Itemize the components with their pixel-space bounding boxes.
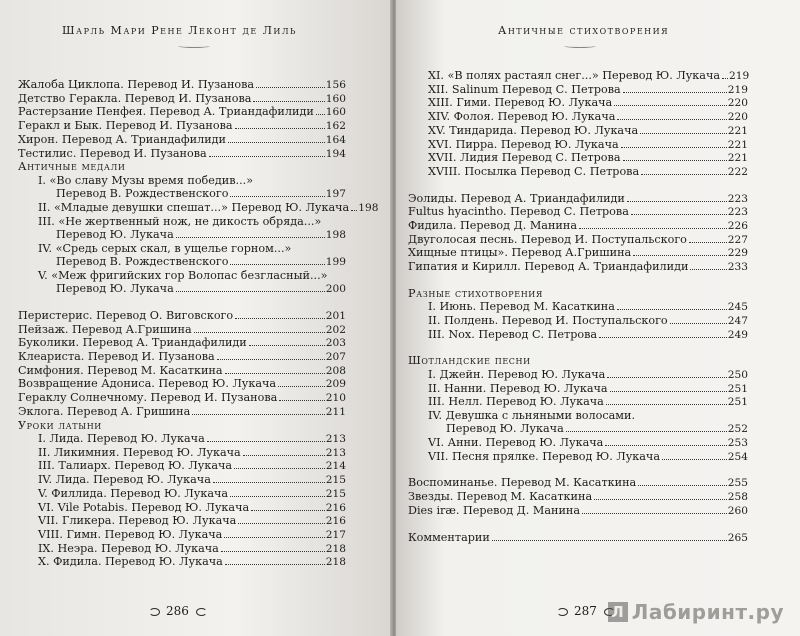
dot-leader	[617, 119, 726, 120]
toc-entry-title: Геракл и Бык. Перевод И. Пузанова	[18, 119, 233, 133]
toc-entry-title: Гипатия и Кирилл. Перевод А. Триандафилиди	[408, 260, 689, 274]
toc-entry	[408, 328, 748, 342]
toc-entry-title: XVIII. Посылка Перевод С. Петрова	[428, 164, 640, 178]
toc-entry-title: Воспоминанье. Перевод М. Касаткина	[408, 476, 637, 490]
section-gap	[408, 179, 748, 192]
toc-page-number: 220	[727, 111, 748, 124]
toc-entry-title: III. Талиарх. Перевод Ю. Лукача	[38, 459, 233, 473]
dot-leader	[234, 468, 325, 469]
dot-leader	[224, 537, 324, 538]
dot-leader	[249, 345, 325, 346]
dot-leader	[351, 210, 357, 211]
toc-page-number: 249	[727, 328, 748, 341]
toc-entry-title: XV. Тиндарида. Перевод Ю. Лукача	[428, 123, 639, 137]
toc-entry	[18, 350, 346, 364]
dot-leader	[566, 431, 727, 432]
toc-entry-title: I. Джейн. Перевод Ю. Лукача	[428, 367, 606, 381]
dot-leader	[599, 337, 727, 338]
toc-entry-title: Перевод В. Рождественского	[56, 255, 229, 269]
dot-leader	[621, 147, 727, 148]
toc-page-number: 245	[727, 301, 748, 314]
toc-entry-title: Перевод Ю. Лукача	[446, 422, 564, 436]
toc-entry	[18, 432, 346, 446]
toc-entry-title: Комментарии	[408, 530, 490, 544]
dot-leader	[492, 540, 727, 541]
toc-page-number: 218	[325, 542, 346, 555]
toc-entry	[18, 215, 346, 228]
watermark-text: Лабиринт.ру	[631, 600, 784, 624]
dot-leader	[582, 513, 727, 514]
dot-leader	[722, 78, 728, 79]
toc-page-number: 211	[325, 405, 346, 418]
toc-entry	[18, 119, 346, 133]
toc-entry	[408, 314, 748, 328]
toc-entry	[408, 151, 748, 165]
toc-entry	[18, 364, 346, 378]
toc-entry	[18, 269, 346, 282]
dot-leader	[251, 510, 325, 511]
toc-entry	[18, 147, 346, 161]
toc-entry-title: Возвращение Адониса. Перевод Ю. Лукача	[18, 377, 277, 391]
toc-entry	[408, 382, 748, 396]
toc-entry	[18, 459, 346, 473]
toc-page-number: 194	[325, 147, 346, 160]
toc-entry-title: V. «Меж фригийских гор Волопас безгласный...»	[38, 268, 328, 282]
toc-page-number: 213	[325, 432, 346, 445]
dot-leader	[689, 242, 727, 243]
toc-entry-title: I. Лида. Перевод Ю. Лукача	[38, 431, 205, 445]
dot-leader	[662, 459, 727, 460]
toc-entry	[408, 490, 748, 504]
section-gap	[408, 341, 748, 354]
toc-page-number: 254	[727, 450, 748, 463]
toc-entry-title: IX. Неэра. Перевод Ю. Лукача	[38, 541, 219, 555]
toc-entry	[408, 504, 748, 518]
toc-entry	[18, 514, 346, 528]
toc-page-number: 210	[325, 392, 346, 405]
toc-entry-title: Уроки латыни	[18, 418, 102, 432]
toc-entry-title: IV. Лида. Перевод Ю. Лукача	[38, 473, 211, 487]
toc-entry-title: VII. Песня прялке. Перевод Ю. Лукача	[428, 449, 660, 463]
dot-leader	[623, 160, 727, 161]
toc-entry-title: III. Nox. Перевод С. Петрова	[428, 327, 598, 341]
toc-entry-title: II. «Младые девушки спешат...» Перевод Ю. Лукача	[38, 200, 350, 214]
toc-page-number: 250	[727, 368, 748, 381]
dot-leader	[633, 255, 727, 256]
dot-leader	[640, 133, 727, 134]
toc-page-number: 258	[727, 491, 748, 504]
toc-page-number: 255	[727, 477, 748, 490]
toc-entry-title: Перевод Ю. Лукача	[56, 227, 174, 241]
toc-page-number: 160	[325, 92, 346, 105]
left-fleuron-icon	[148, 607, 160, 615]
toc-entry-title: Буколики. Перевод А. Триандафилиди	[18, 336, 247, 350]
toc-entry-title: Эолиды. Перевод А. Триандафилиди	[408, 191, 625, 205]
toc-entry	[408, 436, 748, 450]
toc-entry	[18, 282, 346, 296]
toc-page-number: 217	[325, 528, 346, 541]
toc-entry	[408, 124, 748, 138]
toc-entry	[408, 395, 748, 409]
toc-entry	[408, 233, 748, 247]
dot-leader	[209, 156, 325, 157]
toc-entry	[408, 83, 748, 97]
toc-entry-title: Разные стихотворения	[408, 286, 543, 300]
toc-entry-title: I. Июнь. Перевод М. Касаткина	[428, 300, 615, 314]
toc-page-number: 197	[325, 188, 346, 201]
toc-page-number: 221	[727, 138, 748, 151]
toc-entry-title: Клеариста. Перевод И. Пузанова	[18, 350, 215, 364]
toc-entry	[18, 391, 346, 405]
dot-leader	[690, 269, 726, 270]
watermark	[608, 600, 784, 624]
toc-section-heading	[408, 287, 748, 300]
toc-page-number: 251	[727, 382, 748, 395]
toc-page-number: 252	[727, 423, 748, 436]
toc-entry	[18, 473, 346, 487]
toc-entry-title: VIII. Гимн. Перевод Ю. Лукача	[38, 527, 223, 541]
toc-entry-title: Хирон. Перевод А. Триандафилиди	[18, 132, 226, 146]
left-page-number: 286	[166, 604, 189, 618]
toc-entry-title: Фидила. Перевод Д. Манина	[408, 219, 577, 233]
toc-entry	[18, 377, 346, 391]
left-page	[0, 0, 392, 636]
toc-page-number: 160	[325, 106, 346, 119]
dot-leader	[192, 414, 324, 415]
toc-entry-title: VI. Vile Potabis. Перевод Ю. Лукача	[38, 500, 250, 514]
toc-entry-title: XIV. Фолоя. Перевод Ю. Лукача	[428, 110, 616, 124]
toc-entry-title: VII. Гликера. Перевод Ю. Лукача	[38, 514, 237, 528]
toc-entry-title: Звезды. Перевод М. Касаткина	[408, 490, 593, 504]
dot-leader	[631, 214, 727, 215]
toc-entry-title: Детство Геракла. Перевод И. Пузанова	[18, 91, 252, 105]
toc-entry-title: Перистерис. Перевод О. Виговского	[18, 308, 234, 322]
toc-entry-title: XII. Salinum Перевод С. Петрова	[428, 82, 621, 96]
toc-entry-title: Dies iræ. Перевод Д. Манина	[408, 503, 581, 517]
dot-leader	[221, 551, 325, 552]
right-page-number: 287	[574, 604, 597, 618]
toc-page-number: 198	[325, 228, 346, 241]
toc-entry	[18, 228, 346, 242]
toc-page-number: 200	[325, 283, 346, 296]
dot-leader	[279, 400, 324, 401]
toc-page-number: 218	[325, 556, 346, 569]
dot-leader	[610, 391, 727, 392]
toc-section-heading	[18, 160, 346, 173]
toc-entry-title: XVII. Лидия Перевод С. Петрова	[428, 151, 621, 165]
toc-entry	[18, 542, 346, 556]
dot-leader	[235, 318, 325, 319]
right-table-of-contents	[408, 69, 748, 544]
toc-entry-title: VI. Анни. Перевод Ю. Лукача	[428, 436, 604, 450]
dot-leader	[316, 114, 325, 115]
toc-page-number: 209	[325, 378, 346, 391]
toc-page-number: 216	[325, 501, 346, 514]
section-gap	[408, 518, 748, 531]
toc-entry	[18, 528, 346, 542]
right-page	[396, 0, 800, 636]
toc-entry-title: V. Филлида. Перевод Ю. Лукача	[38, 486, 229, 500]
toc-entry	[18, 78, 346, 92]
left-table-of-contents	[18, 78, 379, 569]
dot-leader	[594, 499, 727, 500]
dot-leader	[238, 523, 324, 524]
toc-page-number: 251	[727, 396, 748, 409]
dot-leader	[579, 228, 727, 229]
toc-page-number: 199	[325, 256, 346, 269]
dot-leader	[230, 196, 324, 197]
toc-page-number: 216	[325, 515, 346, 528]
toc-entry	[408, 422, 748, 436]
toc-page-number: 213	[325, 446, 346, 459]
toc-entry-title: II. Полдень. Перевод И. Поступальского	[428, 313, 668, 327]
section-gap	[408, 274, 748, 287]
toc-page-number: 219	[729, 70, 750, 82]
toc-entry-title: XIII. Гими. Перевод Ю. Лукача	[428, 96, 613, 110]
toc-section-heading	[18, 419, 346, 432]
section-gap	[408, 463, 748, 476]
toc-page-number: 203	[325, 337, 346, 350]
dot-leader	[217, 359, 325, 360]
toc-entry-title: Гераклу Солнечному. Перевод И. Пузанова	[18, 391, 278, 405]
toc-entry	[408, 69, 748, 83]
toc-entry	[408, 531, 748, 545]
dot-leader	[225, 373, 325, 374]
toc-page-number: 247	[727, 314, 748, 327]
labirint-logo-icon: Л	[608, 602, 628, 622]
dot-leader	[230, 264, 324, 265]
toc-entry	[408, 476, 748, 490]
toc-page-number: 164	[325, 133, 346, 146]
toc-page-number: 223	[727, 206, 748, 219]
toc-entry	[408, 246, 748, 260]
toc-entry-title: Тестилис. Перевод И. Пузанова	[18, 146, 207, 160]
left-running-head: Шарль Мари Рене Леконт де Лиль	[62, 24, 297, 37]
toc-entry	[18, 336, 346, 350]
toc-entry-title: Хищные птицы». Перевод А.Гришина	[408, 246, 632, 260]
toc-page-number: 260	[727, 504, 748, 517]
dot-leader	[605, 445, 726, 446]
toc-page-number: 223	[727, 192, 748, 205]
dot-leader	[176, 291, 325, 292]
toc-page-number: 226	[727, 220, 748, 233]
dot-leader	[176, 237, 325, 238]
dot-leader	[243, 455, 325, 456]
dot-leader	[235, 128, 325, 129]
toc-page-number: 253	[727, 437, 748, 450]
toc-entry	[18, 405, 346, 419]
toc-page-number: 215	[325, 487, 346, 500]
toc-entry-title: II. Ликимния. Перевод Ю. Лукача	[38, 445, 241, 459]
toc-entry-title: Перевод В. Рождественского	[56, 187, 229, 201]
toc-entry	[408, 450, 748, 464]
right-running-head: Античные стихотворения	[498, 24, 670, 37]
toc-entry-title: Растерзание Пенфея. Перевод А. Триандафилиди	[18, 105, 314, 119]
toc-page-number: 215	[325, 474, 346, 487]
toc-entry-title: Античные медали	[18, 160, 126, 174]
toc-page-number: 220	[727, 97, 748, 110]
toc-entry	[408, 409, 748, 422]
dot-leader	[670, 323, 727, 324]
toc-page-number: 219	[727, 83, 748, 96]
dot-leader	[617, 309, 727, 310]
toc-page-number: 214	[325, 460, 346, 473]
toc-entry	[408, 110, 748, 124]
toc-page-number: 222	[727, 165, 748, 178]
toc-entry-title: II. Нанни. Перевод Ю. Лукача	[428, 381, 608, 395]
toc-page-number: 227	[727, 233, 748, 246]
toc-page-number: 202	[325, 323, 346, 336]
toc-entry-title: Жалоба Циклопа. Перевод И. Пузанова	[18, 78, 255, 91]
toc-entry	[18, 133, 346, 147]
toc-entry-title: Fultus hyacintho. Перевод С. Петрова	[408, 205, 629, 219]
toc-entry	[18, 555, 346, 569]
toc-entry-title: Эклога. Перевод А. Гришина	[18, 404, 191, 418]
toc-page-number: 221	[727, 124, 748, 137]
left-folio	[148, 604, 207, 618]
dot-leader	[256, 87, 325, 88]
toc-entry-title: XI. «В полях растаял снег...» Перевод Ю. Лукача	[428, 69, 721, 82]
toc-entry	[18, 105, 346, 119]
dot-leader	[614, 105, 727, 106]
toc-entry-title: III. «Не жертвенный нож, не дикость обряда...»	[38, 214, 322, 228]
toc-entry-title: Шотландские песни	[408, 354, 531, 368]
right-folio	[556, 604, 615, 618]
toc-entry	[408, 368, 748, 382]
toc-entry	[18, 487, 346, 501]
toc-entry	[408, 96, 748, 110]
toc-entry	[408, 205, 748, 219]
toc-page-number: 229	[727, 247, 748, 260]
toc-entry	[18, 323, 346, 337]
toc-entry-title: III. Нелл. Перевод Ю. Лукача	[428, 395, 604, 409]
toc-entry	[18, 501, 346, 515]
toc-entry-title: IV. Девушка с льняными волосами.	[428, 408, 636, 422]
dot-leader	[213, 482, 325, 483]
toc-entry	[408, 219, 748, 233]
toc-page-number: 201	[325, 309, 346, 322]
right-head-ornament	[564, 44, 596, 48]
toc-entry	[408, 165, 748, 179]
toc-page-number: 156	[325, 79, 346, 91]
toc-page-number: 233	[727, 261, 748, 274]
dot-leader	[230, 496, 325, 497]
toc-entry	[18, 242, 346, 255]
toc-entry-title: IV. «Средь серых скал, в ущелье горном...»	[38, 241, 292, 255]
toc-entry	[408, 260, 748, 274]
dot-leader	[627, 201, 727, 202]
toc-page-number: 221	[727, 152, 748, 165]
dot-leader	[278, 386, 325, 387]
toc-entry	[18, 200, 379, 215]
toc-entry-title: Симфония. Перевод М. Касаткина	[18, 363, 223, 377]
left-fleuron-icon	[556, 607, 568, 615]
toc-entry	[18, 446, 346, 460]
toc-section-heading	[408, 354, 748, 367]
toc-page-number: 265	[727, 531, 748, 544]
toc-entry-title: Перевод Ю. Лукача	[56, 282, 174, 296]
dot-leader	[607, 377, 726, 378]
dot-leader	[194, 332, 325, 333]
toc-entry	[18, 174, 346, 187]
dot-leader	[207, 441, 325, 442]
toc-entry-title: XVI. Пирра. Перевод Ю. Лукача	[428, 137, 619, 151]
toc-entry	[18, 187, 346, 201]
section-gap	[18, 296, 346, 309]
dot-leader	[623, 92, 727, 93]
toc-entry-title: Пейзаж. Перевод А.Гришина	[18, 322, 192, 336]
dot-leader	[228, 142, 325, 143]
left-head-ornament	[178, 44, 210, 48]
toc-entry	[18, 309, 346, 323]
toc-entry-title: X. Фидила. Перевод Ю. Лукача	[38, 555, 223, 569]
toc-entry	[408, 192, 748, 206]
toc-entry	[18, 92, 346, 106]
toc-entry	[408, 300, 748, 314]
dot-leader	[606, 404, 727, 405]
dot-leader	[253, 101, 324, 102]
right-fleuron-icon	[195, 607, 207, 615]
toc-page-number: 207	[325, 351, 346, 364]
dot-leader	[638, 485, 727, 486]
toc-entry-title: I. «Во славу Музы время победив...»	[38, 173, 254, 187]
toc-entry-title: Двуголосая песнь. Перевод И. Поступальского	[408, 232, 687, 246]
toc-page-number: 162	[325, 120, 346, 133]
dot-leader	[641, 174, 727, 175]
dot-leader	[225, 564, 325, 565]
toc-page-number: 198	[358, 201, 379, 214]
toc-entry	[18, 255, 346, 269]
toc-page-number: 208	[325, 364, 346, 377]
toc-entry	[408, 138, 748, 152]
